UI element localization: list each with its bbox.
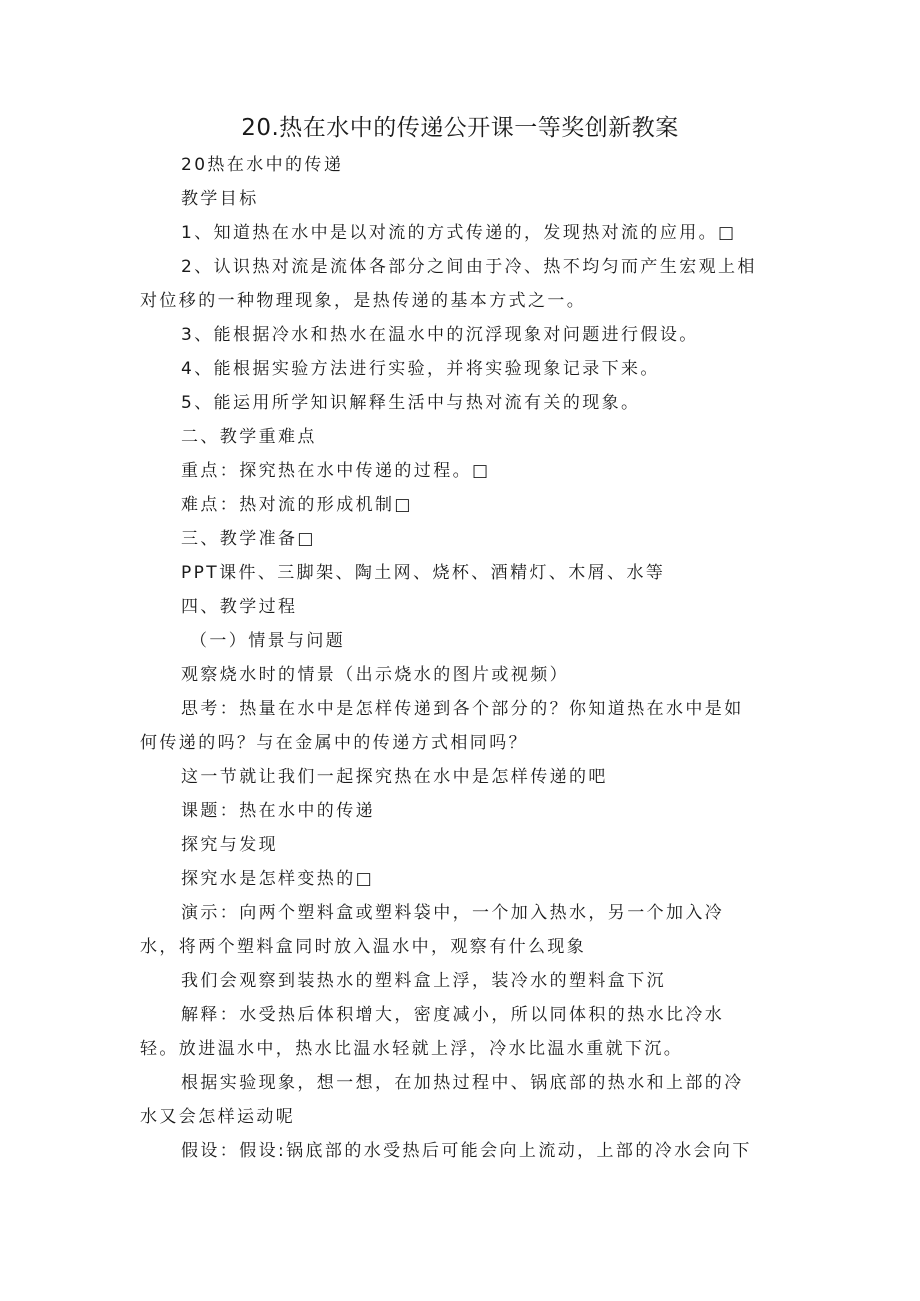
text-line: 水又会怎样运动呢 — [140, 1107, 296, 1127]
text-line: 水，将两个塑料盒同时放入温水中，观察有什么现象 — [140, 937, 587, 957]
text-line: 探究与发现 — [181, 835, 278, 855]
text-line: 20热在水中的传递 — [181, 155, 344, 175]
text-line: 这一节就让我们一起探究热在水中是怎样传递的吧 — [181, 767, 608, 787]
subsection-heading: （一）情景与问题 — [190, 631, 346, 651]
text-line: 何传递的吗？与在金属中的传递方式相同吗？ — [140, 733, 528, 753]
text-line: 假设：假设:锅底部的水受热后可能会向上流动，上部的冷水会向下 — [181, 1141, 752, 1161]
text-line: 解释：水受热后体积增大，密度减小，所以同体积的热水比冷水 — [181, 1005, 725, 1025]
text-line: 3、能根据冷水和热水在温水中的沉浮现象对问题进行假设。 — [181, 325, 699, 345]
document-title: 20.热在水中的传递公开课一等奖创新教案 — [241, 115, 679, 141]
text-line: 演示：向两个塑料盒或塑料袋中，一个加入热水，另一个加入冷 — [181, 903, 725, 923]
text-line: 探究水是怎样变热的□ — [181, 869, 375, 889]
text-line: PPT课件、三脚架、陶土网、烧杯、酒精灯、木屑、水等 — [181, 563, 666, 583]
text-line: 根据实验现象，想一想，在加热过程中、锅底部的热水和上部的冷 — [181, 1073, 744, 1093]
text-line: 难点：热对流的形成机制□ — [181, 495, 413, 515]
text-line: 重点：探究热在水中传递的过程。□ — [181, 461, 491, 481]
section-heading: 三、教学准备□ — [181, 529, 316, 549]
section-heading: 四、教学过程 — [181, 597, 298, 617]
text-line: 轻。放进温水中，热水比温水轻就上浮，冷水比温水重就下沉。 — [140, 1039, 684, 1059]
text-line: 1、知道热在水中是以对流的方式传递的，发现热对流的应用。□ — [181, 223, 737, 243]
text-line: 思考：热量在水中是怎样传递到各个部分的？你知道热在水中是如 — [181, 699, 744, 719]
section-heading: 二、教学重难点 — [181, 427, 317, 447]
text-line: 观察烧水时的情景（出示烧水的图片或视频） — [181, 665, 569, 685]
text-line: 4、能根据实验方法进行实验，并将实验现象记录下来。 — [181, 359, 660, 379]
text-line: 课题：热在水中的传递 — [181, 801, 375, 821]
text-line: 我们会观察到装热水的塑料盒上浮，装冷水的塑料盒下沉 — [181, 971, 666, 991]
text-line: 对位移的一种物理现象，是热传递的基本方式之一。 — [140, 291, 587, 311]
text-line: 5、能运用所学知识解释生活中与热对流有关的现象。 — [181, 393, 641, 413]
text-line: 2、认识热对流是流体各部分之间由于冷、热不均匀而产生宏观上相 — [181, 257, 757, 277]
text-line: 教学目标 — [181, 189, 259, 209]
